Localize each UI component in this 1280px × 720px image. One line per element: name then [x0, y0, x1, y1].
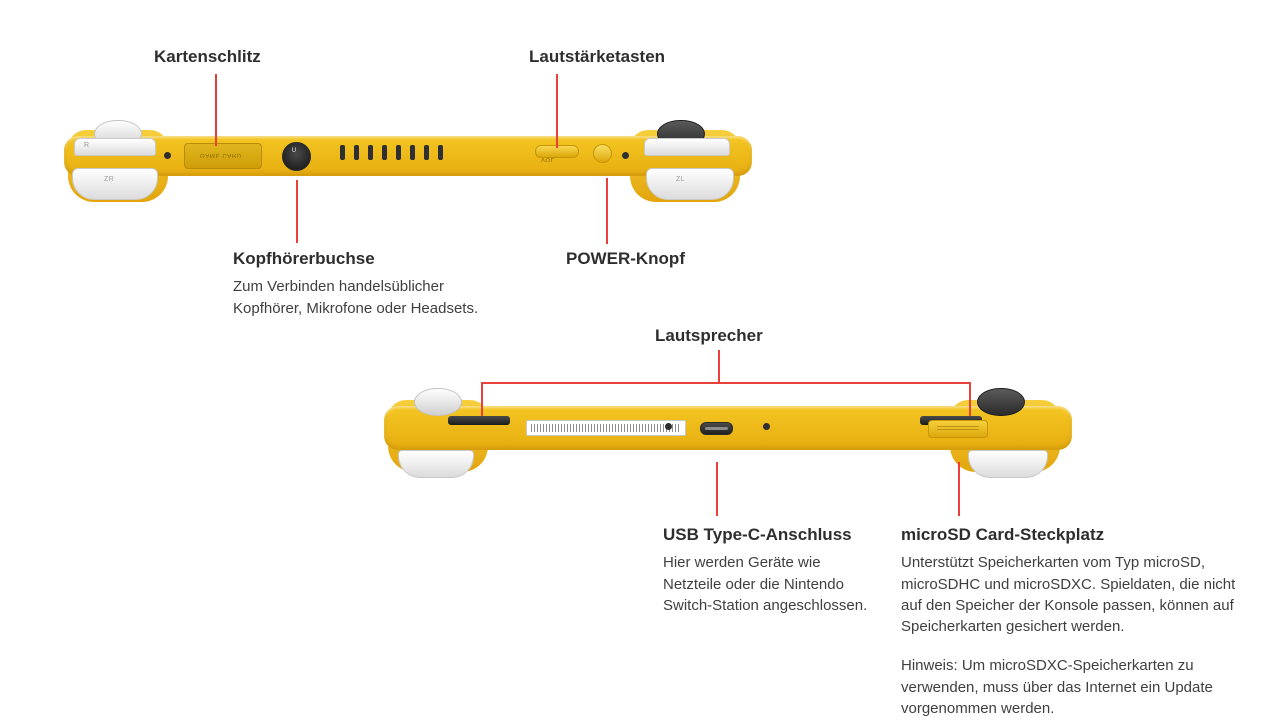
- console-top-edge-illustration: [60, 112, 790, 202]
- callout-title-microsd: microSD Card-Steckplatz: [901, 525, 1105, 544]
- vent-slot: [354, 145, 359, 160]
- usb-c-port-inner: [705, 427, 728, 430]
- speaker-left: [448, 416, 510, 425]
- shoulder-button-zr: [72, 168, 158, 200]
- callout-body-usb-c: Hier werden Geräte wie Netzteile oder die Nintendo Switch-Station angeschlossen.: [663, 554, 868, 614]
- vent-slot: [382, 145, 387, 160]
- shoulder-button-l: [644, 138, 730, 156]
- leader-line-microsd: [958, 462, 960, 516]
- leader-line-speakers-bar: [481, 382, 971, 384]
- callout-title-speakers: Lautsprecher: [655, 326, 763, 345]
- leader-line-speakers-right: [969, 382, 971, 416]
- bumper-right-bottom: [968, 450, 1048, 478]
- shoulder-label-zr: ZR: [104, 176, 115, 183]
- callout-title-volume-buttons: Lautstärketasten: [529, 47, 666, 66]
- callout-title-usb-c: USB Type-C-Anschluss: [663, 525, 852, 544]
- shoulder-label-zl: ZL: [676, 176, 686, 183]
- indicator-dot-b: [763, 423, 770, 430]
- vent-slot: [340, 145, 345, 160]
- callout-body-microsd: Unterstützt Speicherkarten vom Typ microSD, microSDHC und microSDXC. Spieldaten, die nicht auf den Speicher der Konsole passen, können auf Speicherkarten gesichert werden.: [901, 554, 1236, 636]
- indicator-dot-left: [164, 152, 171, 159]
- vent-slot: [396, 145, 401, 160]
- microsd-card-slot-cover[interactable]: [928, 420, 988, 438]
- callout-speakers: [655, 325, 763, 346]
- connector-strip: [526, 420, 686, 436]
- power-button[interactable]: [593, 144, 612, 163]
- callout-card-slot: [154, 46, 261, 67]
- indicator-dot-a: [665, 423, 672, 430]
- callout-volume-buttons: [529, 46, 665, 67]
- leader-line-usb-c: [716, 462, 718, 516]
- callout-title-power-button: POWER-Knopf: [566, 249, 685, 268]
- callout-title-headphone-jack: Kopfhörerbuchse: [233, 249, 375, 268]
- volume-buttons-label: VOL: [541, 156, 555, 162]
- console-bottom-edge-illustration: [380, 372, 1110, 467]
- vent-slot: [424, 145, 429, 160]
- right-analog-stick-bottom: [977, 388, 1025, 416]
- game-card-slot-label: GAME CARD: [200, 152, 242, 158]
- leader-line-speakers-left: [481, 382, 483, 416]
- bumper-left-bottom: [398, 450, 474, 478]
- shoulder-button-zl: [646, 168, 734, 200]
- callout-microsd: [901, 524, 1253, 719]
- microsd-card-slot-grip-lines: [937, 426, 979, 432]
- indicator-dot-right: [622, 152, 629, 159]
- callout-headphone-jack: [233, 248, 483, 319]
- callout-body-headphone-jack: Zum Verbinden handelsüblicher Kopfhörer, Mikrofone oder Headsets.: [233, 278, 479, 317]
- leader-line-volume: [556, 74, 558, 148]
- leader-line-power: [606, 178, 608, 244]
- vent-slot: [410, 145, 415, 160]
- headphone-jack-symbol: ∪: [291, 145, 297, 154]
- usb-c-port[interactable]: [700, 422, 733, 435]
- callout-note-microsd: Hinweis: Um microSDXC-Speicherkarten zu verwenden, muss über das Internet ein Update vorgenommen werden.: [901, 657, 1213, 718]
- callout-usb-c: [663, 524, 868, 616]
- leader-line-card-slot: [215, 74, 217, 146]
- leader-line-speakers-stem: [718, 350, 720, 382]
- leader-line-headphone: [296, 180, 298, 243]
- shoulder-label-r: R: [84, 142, 90, 149]
- vent-slot: [368, 145, 373, 160]
- left-analog-stick-bottom: [414, 388, 462, 416]
- vent-slot: [438, 145, 443, 160]
- callout-power-button: [566, 248, 685, 269]
- connector-pins: [531, 424, 681, 432]
- callout-title-card-slot: Kartenschlitz: [154, 47, 261, 66]
